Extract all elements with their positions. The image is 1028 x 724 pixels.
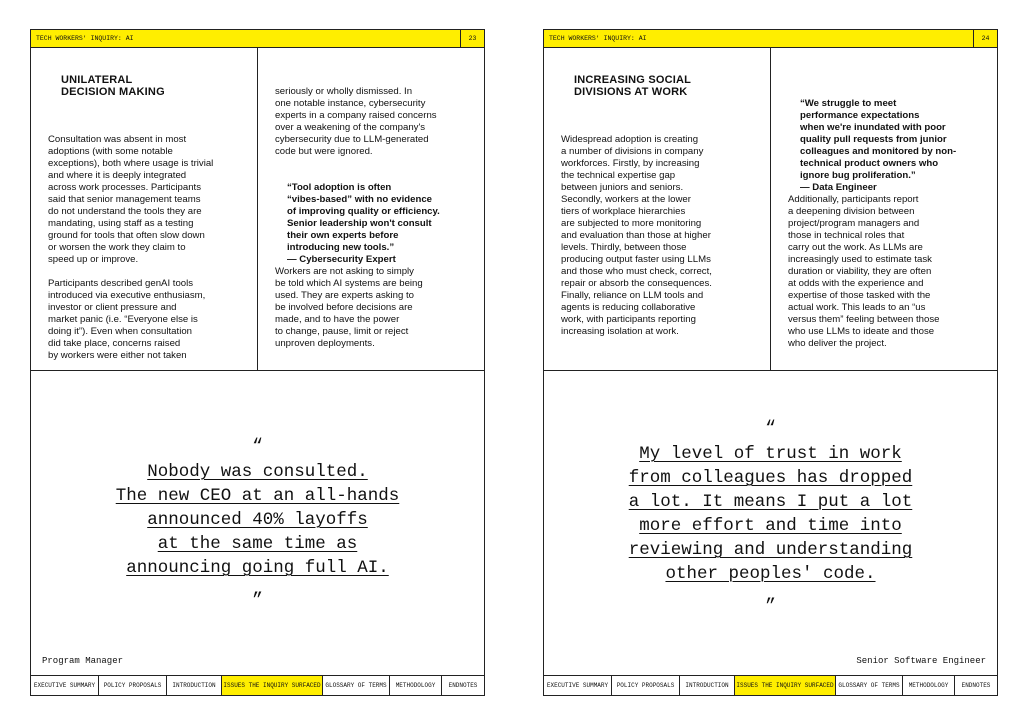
- pull-quote-line: announced 40% layoffs: [147, 510, 368, 530]
- nav-methodology[interactable]: METHODOLOGY: [390, 676, 442, 695]
- open-quote-mark: “: [252, 437, 263, 457]
- nav-glossary-of-terms[interactable]: GLOSSARY OF TERMS: [323, 676, 390, 695]
- pull-quote-line: My level of trust in work: [639, 444, 902, 464]
- nav-policy-proposals[interactable]: POLICY PROPOSALS: [99, 676, 167, 695]
- quote-speaker: Senior Software Engineer: [856, 656, 986, 666]
- pull-quote: [544, 442, 997, 586]
- nav-glossary-of-terms[interactable]: GLOSSARY OF TERMS: [836, 676, 903, 695]
- body-paragraph: Consultation was absent in most adoptions (with some notable exceptions), both where usage is trivial and where it is deeply integrated across work processes. Participants said that senior management teams do not understand the tools they are mandating, using staff as a testing ground for tools that often slow down or worsen the work they claim to speed up or improve.: [48, 134, 214, 265]
- page-23: [30, 29, 485, 696]
- pull-quote-line: reviewing and understanding: [628, 540, 913, 560]
- body-paragraph: Workers are not asking to simply be told which AI systems are being used. They are experts asking to be involved before decisions are made, and to have the power to change, pause, limit or reject unproven deployments.: [275, 266, 423, 349]
- page-number: 23: [460, 30, 484, 47]
- pull-quote-line: from colleagues has dropped: [628, 468, 913, 488]
- nav-executive-summary[interactable]: EXECUTIVE SUMMARY: [31, 676, 99, 695]
- page-24: [543, 29, 998, 696]
- body-paragraph: Additionally, participants report a deepening division between project/program managers and those in technical roles that carry out the work. As LLMs are increasingly used to estimate task duration or viability, they are often at odds with the experience and expertise of those tasked with the actual work. This leads to an “us versus them” feeling between those who use LLMs to ideate and those who deliver the project.: [788, 194, 940, 349]
- close-quote-mark: ”: [252, 591, 263, 611]
- nav-issues-the-inquiry-surfaced[interactable]: ISSUES THE INQUIRY SURFACED: [735, 676, 836, 695]
- header-title: TECH WORKERS' INQUIRY: AI: [549, 35, 647, 42]
- header-title: TECH WORKERS' INQUIRY: AI: [36, 35, 134, 42]
- quote-attribution: — Data Engineer: [800, 182, 877, 193]
- nav-methodology[interactable]: METHODOLOGY: [903, 676, 955, 695]
- column-divider: [257, 48, 258, 370]
- pull-quote-line: a lot. It means I put a lot: [628, 492, 913, 512]
- nav-policy-proposals[interactable]: POLICY PROPOSALS: [612, 676, 680, 695]
- body-paragraph: seriously or wholly dismissed. In one notable instance, cybersecurity experts in a company raised concerns over a weakening of the company's cybersecurity due to LLM-generated code but were ignored.: [275, 86, 437, 157]
- body-paragraph: Participants described genAI tools introduced via executive enthusiasm, investor or client pressure and market panic (i.e. “Everyone else is doing it”). Even when consultation did take place, concerns raised by workers were either not taken: [48, 278, 206, 361]
- pull-quote-line: The new CEO at an all-hands: [115, 486, 400, 506]
- block-quote: [800, 86, 956, 206]
- page-header: [31, 30, 484, 48]
- pull-quote: [31, 460, 484, 580]
- close-quote-mark: ”: [765, 597, 776, 617]
- text-section: [544, 48, 997, 371]
- body-paragraph: Widespread adoption is creating a number of divisions in company workforces. Firstly, by increasing the technical expertise gap between juniors and seniors. Secondly, workers at the lower tiers of workplace hierarchies are subjected to more monitoring and evaluation than those at higher levels. Thirdly, between those producing output faster using LLMs and those who must check, correct, repair or absorb the consequences. Finally, reliance on LLM tools and agents is reducing collaborative work, with participants reporting increasing isolation at work.: [561, 134, 712, 337]
- quote-text: “Tool adoption is often “vibes-based” with no evidence of improving quality or efficiency. Senior leadership won't consult their own experts before introducing new tools.”: [287, 182, 440, 253]
- pull-quote-line: more effort and time into: [639, 516, 902, 536]
- bottom-nav: [31, 675, 484, 695]
- section-heading: UNILATERAL DECISION MAKING: [61, 74, 165, 98]
- nav-executive-summary[interactable]: EXECUTIVE SUMMARY: [544, 676, 612, 695]
- block-quote: [287, 170, 440, 278]
- quote-text: “We struggle to meet performance expectations when we're inundated with poor quality pull requests from junior colleagues and monitored by non- technical product owners who ignore bug proliferation.”: [800, 98, 957, 181]
- nav-issues-the-inquiry-surfaced[interactable]: ISSUES THE INQUIRY SURFACED: [222, 676, 323, 695]
- nav-introduction[interactable]: INTRODUCTION: [167, 676, 222, 695]
- nav-endnotes[interactable]: ENDNOTES: [961, 682, 991, 689]
- nav-introduction[interactable]: INTRODUCTION: [680, 676, 735, 695]
- nav-endnotes[interactable]: ENDNOTES: [448, 682, 478, 689]
- pull-quote-line: announcing going full AI.: [126, 558, 389, 578]
- quote-attribution: — Cybersecurity Expert: [287, 254, 396, 265]
- column-divider: [770, 48, 771, 370]
- section-heading: INCREASING SOCIAL DIVISIONS AT WORK: [574, 74, 692, 98]
- page-header: [544, 30, 997, 48]
- bottom-nav: [544, 675, 997, 695]
- text-section: [31, 48, 484, 371]
- page-number: 24: [973, 30, 997, 47]
- open-quote-mark: “: [765, 419, 776, 439]
- pull-quote-line: at the same time as: [157, 534, 358, 554]
- quote-speaker: Program Manager: [42, 656, 124, 666]
- pull-quote-line: other peoples' code.: [665, 564, 876, 584]
- pull-quote-line: Nobody was consulted.: [147, 462, 368, 482]
